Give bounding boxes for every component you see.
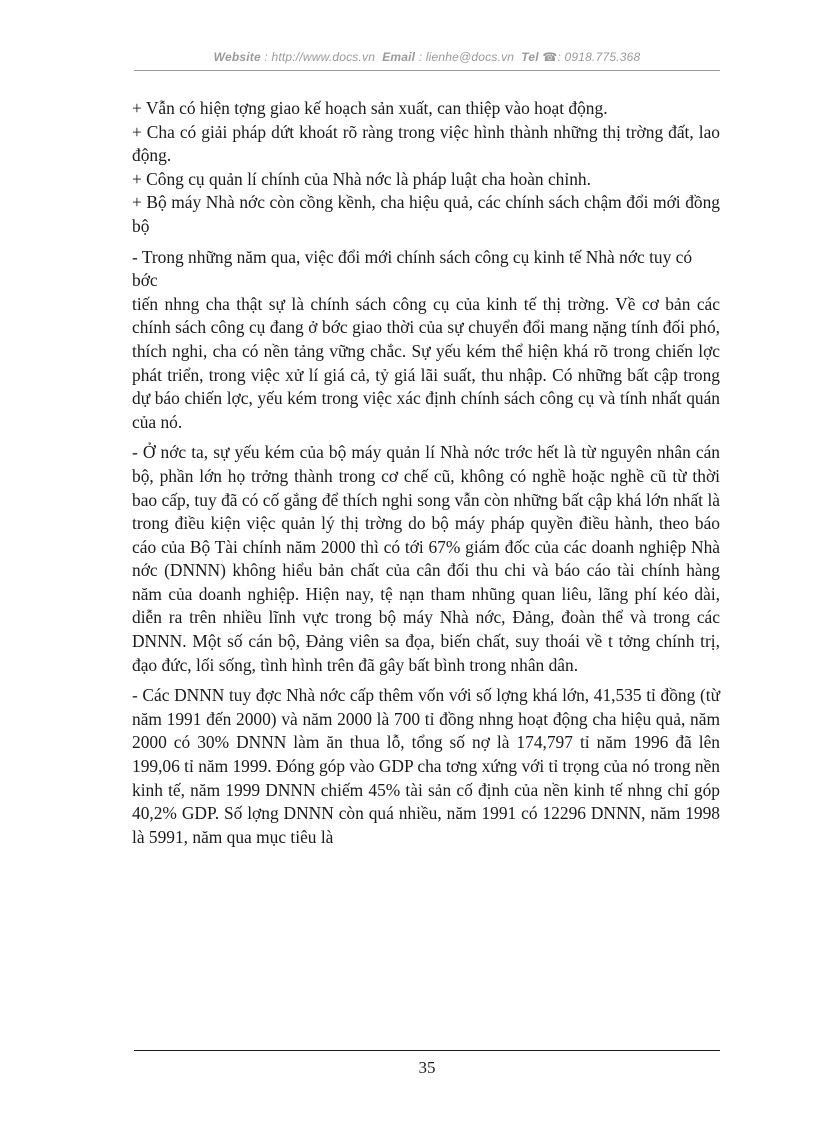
document-body <box>132 97 720 849</box>
website-value: : http://www.docs.vn <box>264 50 376 64</box>
paragraph-4: + Bộ máy Nhà nớc còn cồng kềnh, cha hiệu quả, các chính sách chậm đổi mới đồng bộ <box>132 192 720 236</box>
paragraph-1: + Vẫn có hiện tợng giao kế hoạch sản xuất, can thiệp vào hoạt động. <box>132 98 608 118</box>
email-value: : lienhe@docs.vn <box>418 50 515 64</box>
paragraph-6: tiến nhng cha thật sự là chính sách công cụ của kinh tế thị trờng. Về cơ bản các chính sách công cụ đang ở bớc giao thời của sự chuyển đổi mang nặng tính đối phó, thích nghi, cha có nền tảng vững chắc. Sự yếu kém thể hiện khá rõ trong chiến lợc phát triển, trong việc xử lí giá cả, tỷ giá lãi suất, thu nhập. Có những bất cập trong dự báo chiến lợc, yếu kém trong việc xác định chính sách công cụ và tính nhất quán của nó. <box>132 293 720 432</box>
tel-label: Tel <box>521 50 539 64</box>
header-divider <box>134 70 720 71</box>
tel-value: : 0918.775.368 <box>557 50 641 64</box>
paragraph-3: + Công cụ quản lí chính của Nhà nớc là pháp luật cha hoàn chỉnh. <box>132 168 591 189</box>
website-label: Website <box>213 50 261 64</box>
page-header <box>134 50 720 64</box>
paragraph-5: - Trong những năm qua, việc đổi mới chính sách công cụ kinh tế Nhà nớc tuy có bớc <box>132 246 693 291</box>
paragraph-8: - Các DNNN tuy đợc Nhà nớc cấp thêm vốn với số lợng khá lớn, 41,535 tỉ đồng (từ năm 1991 đến 2000) và năm 2000 là 700 tỉ đồng nhng hoạt động cha hiệu quả, năm 2000 có 30% DNNN làm ăn thua lỗ, tổng số nợ là 174,797 tỉ năm 1996 đã lên 199,06 tỉ năm 1999. Đóng góp vào GDP cha tơng xứng với tỉ trọng của nó trong nền kinh tế, năm 1999 DNNN chiếm 45% tài sản cố định của nền kinh tế nhng chỉ góp 40,2% GDP. Số lợng DNNN còn quá nhiều, năm 1991 có 12296 DNNN, năm 1998 là 5991, năm qua mục tiêu là <box>132 685 720 847</box>
paragraph-7: - Ở nớc ta, sự yếu kém của bộ máy quản lí Nhà nớc trớc hết là từ nguyên nhân cán bộ, phần lớn họ trởng thành trong cơ chế cũ, không có nghề hoặc nghề cũ từ thời bao cấp, tuy đã có cố gắng để thích nghi song vẫn còn những bất cập khá lớn nhất là trong điều kiện việc quản lý thị trờng do bộ máy pháp quyền điều hành, theo báo cáo của Bộ Tài chính năm 2000 thì có tới 67% giám đốc của các doanh nghiệp Nhà nớc (DNNN) không hiểu bản chất của cân đối thu chi và báo cáo tài chính hàng năm của doanh nghiệp. Hiện nay, tệ nạn tham nhũng quan liêu, lãng phí kéo dài, diễn ra trên nhiều lĩnh vực trong bộ máy Nhà nớc, Đảng, đoàn thể và trong các DNNN. Một số cán bộ, Đảng viên sa đọa, biến chất, suy thoái về t tởng chính trị, đạo đức, lối sống, tình hình trên đã gây bất bình trong nhân dân. <box>132 442 720 675</box>
paragraph-2: + Cha có giải pháp dứt khoát rõ ràng trong việc hình thành những thị trờng đất, lao động. <box>132 121 720 166</box>
footer-divider <box>134 1050 720 1051</box>
page-number: 35 <box>418 1058 436 1077</box>
phone-icon: ☎ <box>542 50 558 64</box>
email-label: Email <box>382 50 416 64</box>
